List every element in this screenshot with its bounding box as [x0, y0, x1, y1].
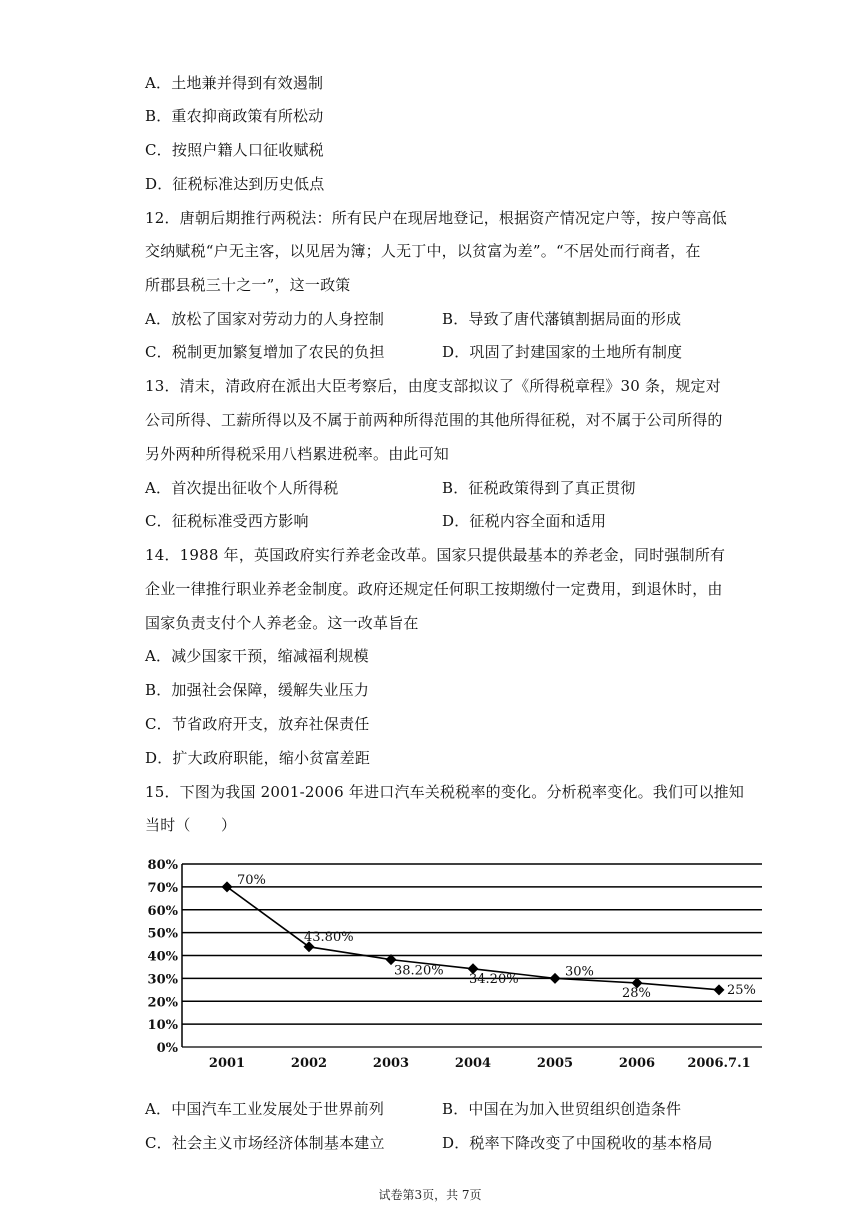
chart-data-label: 28% — [622, 985, 651, 1001]
chart-y-tick-label: 10% — [147, 1018, 178, 1034]
q14-option-c: C．节省政府开支，放弃社保责任 — [145, 715, 370, 733]
q12-option-d: D．巩固了封建国家的土地所有制度 — [442, 343, 683, 361]
q13-stem-line3: 另外两种所得税采用八档累进税率。由此可知 — [145, 445, 450, 463]
chart-data-label: 70% — [237, 872, 266, 888]
chart-y-tick-label: 70% — [147, 880, 178, 896]
chart-data-labels — [237, 873, 756, 1001]
chart-gridlines — [182, 864, 762, 1047]
chart-x-tick-label: 2005 — [536, 1056, 574, 1071]
chart-y-tick-label: 40% — [147, 949, 178, 965]
chart-data-label: 38.20% — [394, 963, 444, 979]
q13-option-b: B．征税政策得到了真正贯彻 — [442, 479, 636, 497]
chart-x-tick-label: 2001 — [208, 1056, 246, 1071]
chart-x-tick-label: 2006 — [618, 1056, 656, 1071]
q11-option-a: A．土地兼并得到有效遏制 — [145, 74, 324, 92]
q12-option-c: C．税制更加繁复增加了农民的负担 — [145, 343, 385, 361]
q14-option-d: D．扩大政府职能，缩小贫富差距 — [145, 749, 371, 767]
q15-option-d: D．税率下降改变了中国税收的基本格局 — [442, 1134, 713, 1152]
chart-point-marker — [550, 973, 561, 984]
chart-x-tick-label: 2002 — [290, 1056, 328, 1071]
chart-y-tick-labels — [148, 858, 179, 1056]
q15-option-a: A．中国汽车工业发展处于世界前列 — [145, 1100, 385, 1118]
chart-x-tick-label: 2004 — [454, 1056, 492, 1071]
q14-stem-line1: 14．1988 年，英国政府实行养老金改革。国家只提供最基本的养老金，同时强制所有 — [145, 546, 726, 564]
q14-stem-line3: 国家负责支付个人养老金。这一改革旨在 — [145, 614, 419, 632]
chart-y-tick-label: 60% — [147, 903, 178, 919]
chart-y-tick-label: 80% — [147, 858, 178, 873]
q15-stem-line1: 15．下图为我国 2001-2006 年进口汽车关税税率的变化。分析税率变化。我们可以推知 — [145, 783, 745, 801]
q15-stem-line2: 当时（ ） — [145, 816, 237, 834]
q13-stem-line1: 13．清末，清政府在派出大臣考察后，由度支部拟议了《所得税章程》30 条，规定对 — [145, 377, 721, 395]
chart-data-label: 25% — [727, 982, 756, 998]
q12-option-a: A．放松了国家对劳动力的人身控制 — [145, 310, 385, 328]
chart-data-label: 30% — [565, 964, 594, 980]
q11-option-c: C．按照户籍人口征收赋税 — [145, 141, 324, 159]
q12-stem-line2: 交纳赋税“户无主客，以见居为簿；人无丁中，以贫富为差”。“不居处而行商者，在 — [145, 242, 701, 260]
chart-y-tick-label: 30% — [147, 972, 178, 988]
chart-x-tick-label: 2006.7.1 — [687, 1056, 751, 1071]
chart-y-tick-label: 50% — [147, 926, 178, 942]
q14-option-a: A．减少国家干预，缩减福利规模 — [145, 647, 369, 665]
tariff-rate-line-chart — [140, 855, 770, 1077]
q12-stem-line1: 12．唐朝后期推行两税法：所有民户在现居地登记，根据资产情况定户等，按户等高低 — [145, 209, 727, 227]
q15-option-b: B．中国在为加入世贸组织创造条件 — [442, 1100, 682, 1118]
q11-option-d: D．征税标准达到历史低点 — [145, 175, 325, 193]
q13-option-c: C．征税标准受西方影响 — [145, 512, 309, 530]
q12-option-b: B．导致了唐代藩镇割据局面的形成 — [442, 310, 682, 328]
chart-data-label: 34.20% — [469, 971, 519, 987]
q13-option-a: A．首次提出征收个人所得税 — [145, 479, 339, 497]
q13-option-d: D．征税内容全面和适用 — [442, 512, 607, 530]
chart-point-marker — [714, 984, 725, 995]
chart-point-marker — [222, 881, 233, 892]
chart-data-label: 43.80% — [304, 929, 354, 945]
chart-x-tick-label: 2003 — [372, 1056, 410, 1071]
q14-stem-line2: 企业一律推行职业养老金制度。政府还规定任何职工按期缴付一定费用，到退休时，由 — [145, 580, 723, 598]
chart-y-tick-label: 20% — [147, 995, 178, 1011]
q15-option-c: C．社会主义市场经济体制基本建立 — [145, 1134, 385, 1152]
page-footer: 试卷第3页，共 7页 — [378, 1188, 482, 1202]
q11-option-b: B．重农抑商政策有所松动 — [145, 107, 324, 125]
q13-stem-line2: 公司所得、工薪所得以及不属于前两种所得范围的其他所得征税，对不属于公司所得的 — [145, 411, 723, 429]
q12-stem-line3: 所郡县税三十之一”，这一政策 — [145, 276, 351, 294]
q14-option-b: B．加强社会保障，缓解失业压力 — [145, 681, 370, 699]
chart-y-tick-label: 0% — [156, 1041, 178, 1056]
chart-x-tick-labels — [209, 1056, 751, 1071]
